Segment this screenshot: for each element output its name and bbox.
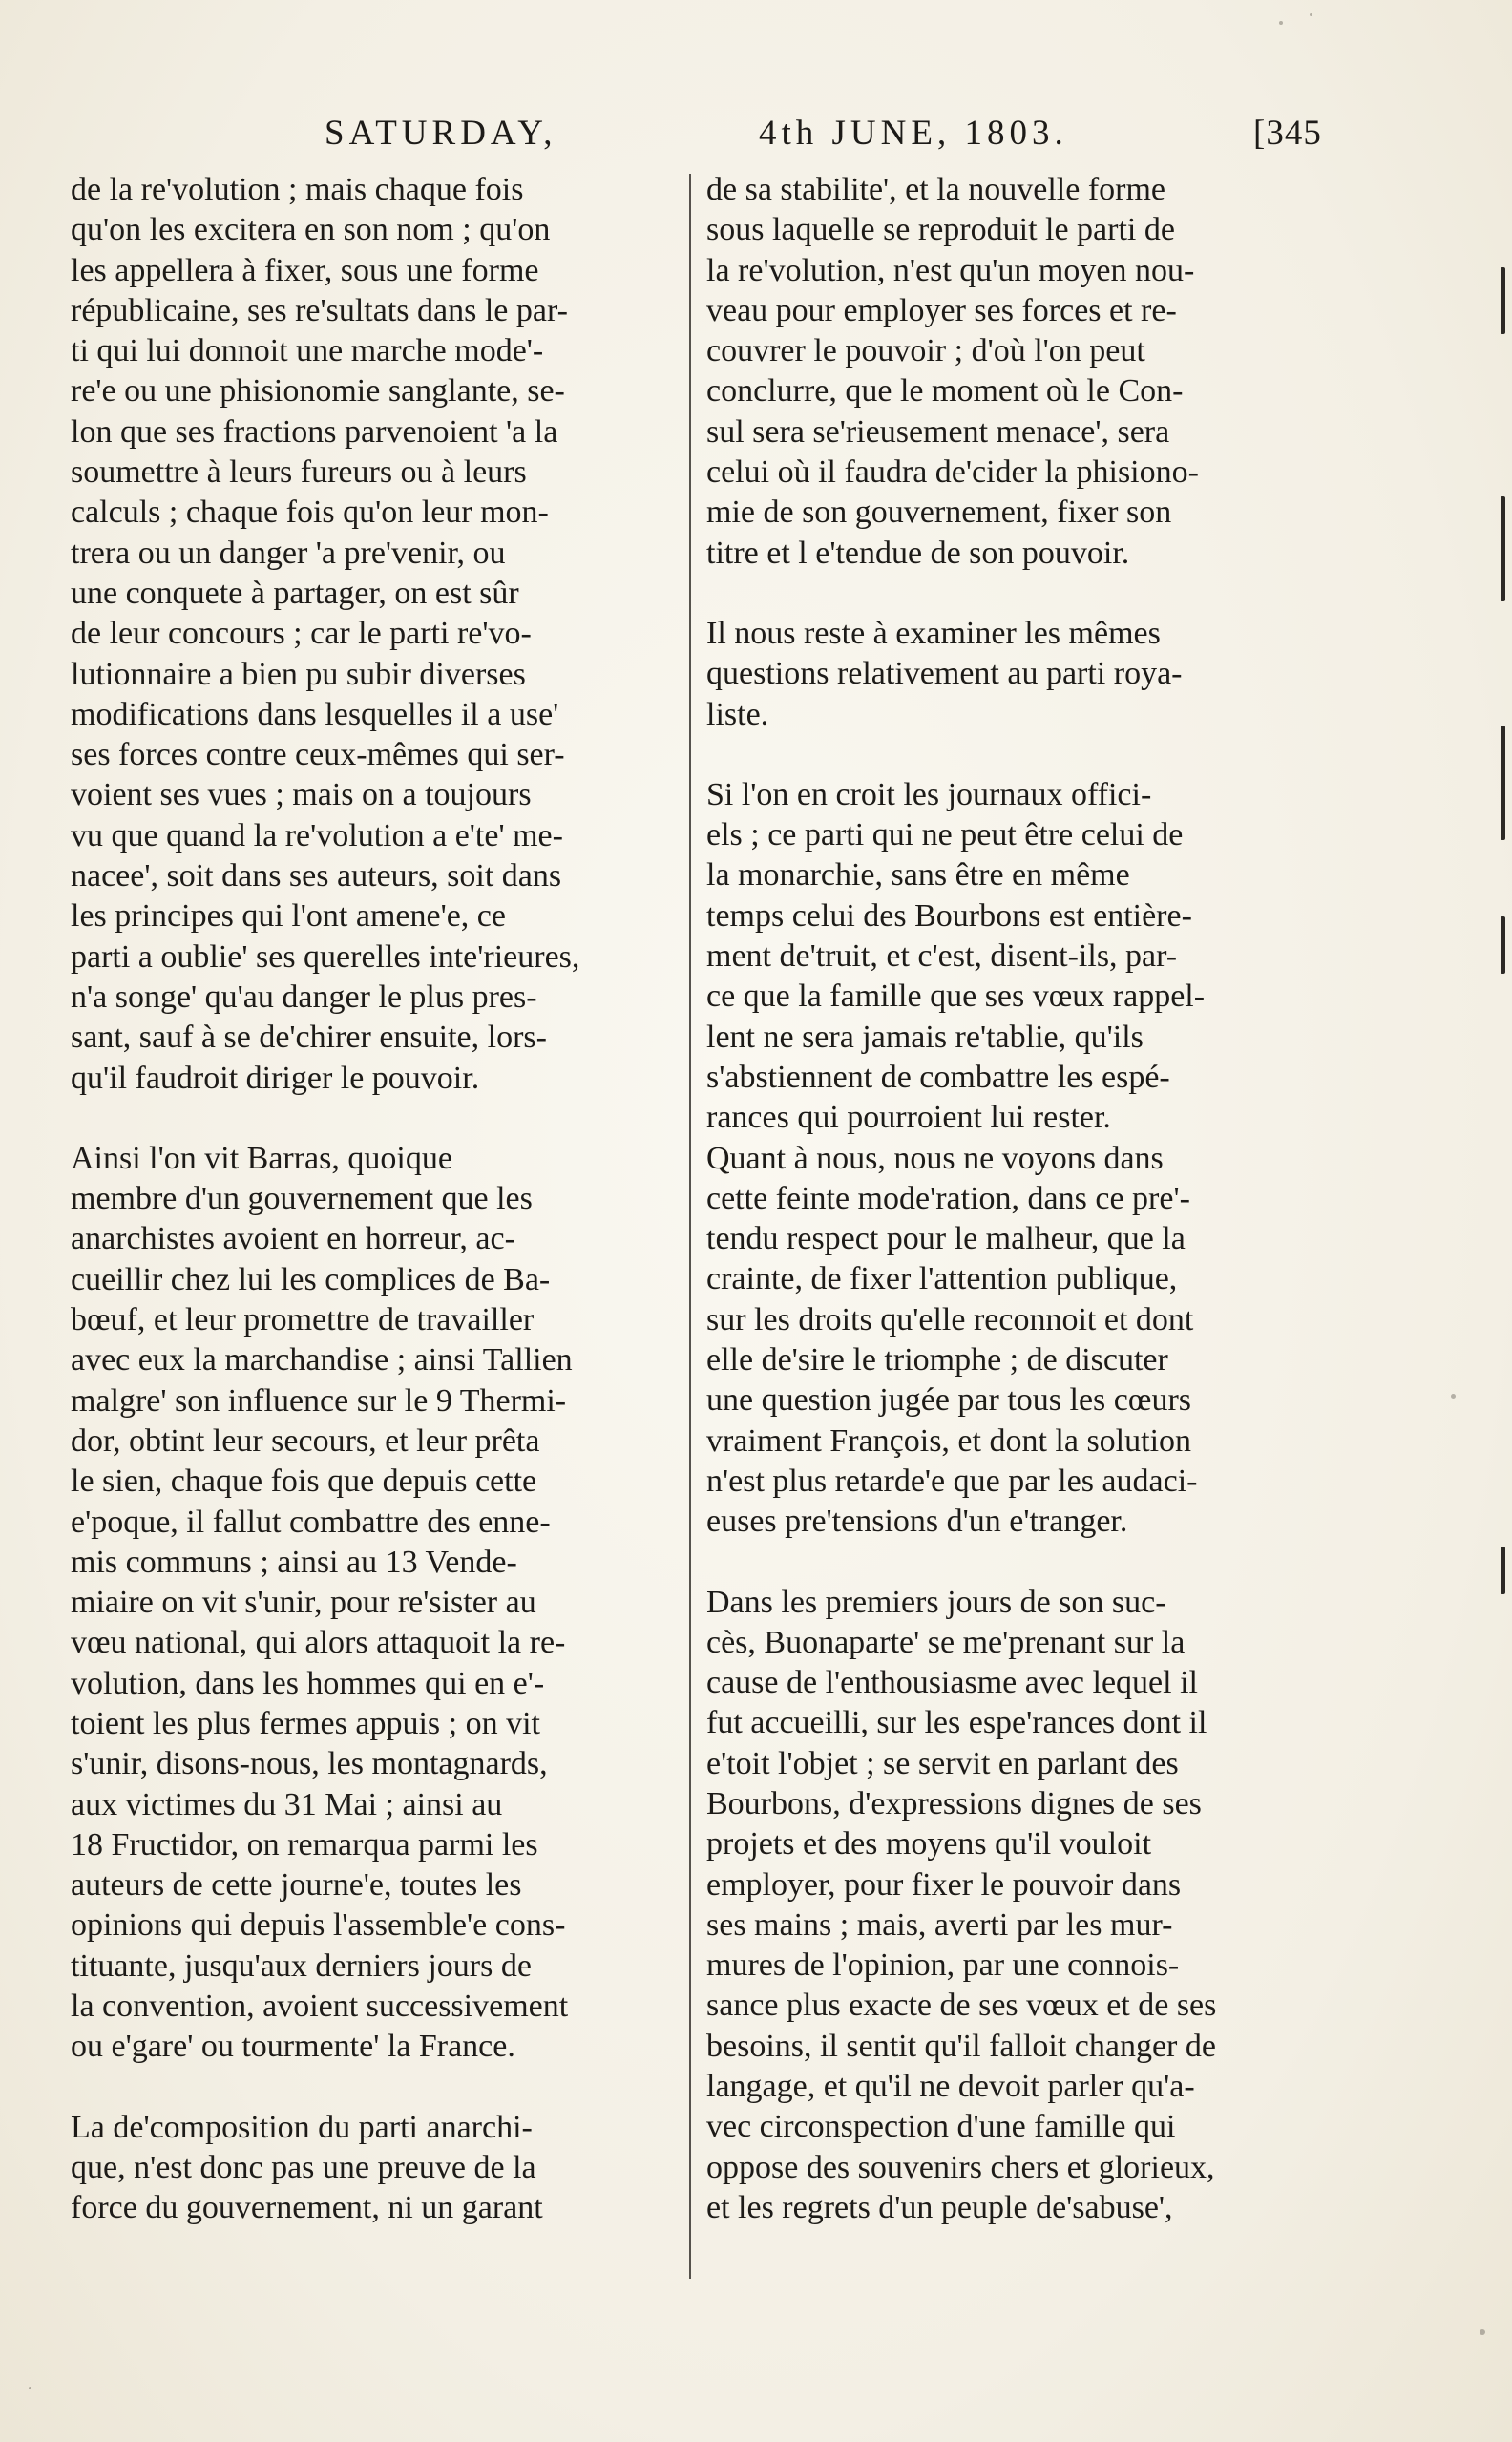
- scan-speck: [1310, 13, 1312, 16]
- right-paragraph-1: de sa stabilite', et la nouvelle forme sous laquelle se reproduit le parti de la re'volution, n'est qu'un moyen nou- veau pour employer ses forces et re- couvrer le pouvoir ; d'où l'on peut conclurre, que le moment où le Con- sul sera se'rieusement menace', sera celui où il faudra de'cider la phisiono- mie de son gouvernement, fixer son titre et l e'tendue de son pouvoir.: [706, 172, 1199, 571]
- margin-mark: [1501, 1547, 1505, 1594]
- margin-mark: [1501, 726, 1505, 840]
- header-date: 4th JUNE, 1803.: [759, 114, 1068, 153]
- page-header: [325, 113, 1346, 170]
- right-paragraph-3: Si l'on en croit les journaux offici- els ; ce parti qui ne peut être celui de la monarchie, sans être en même temps celui des Bourbons est entière- ment de'truit, et c'est, disent-ils, par- ce que la famille que ses vœux rappel- lent ne sera jamais re'tablie, qu'ils s'abstiennent de combattre les espé- rances qui pourroient lui rester. Quant à nous, nous ne voyons dans cette feinte mode'ration, dans ce pre'- tendu respect pour le malheur, que la crainte, de fixer l'attention publique, sur les droits qu'elle reconnoit et dont elle de'sire le triomphe ; de discuter une question jugée par tous les cœurs vraiment François, et dont la solution n'est plus retarde'e que par les audaci- euses pre'tensions d'un e'tranger.: [706, 776, 1206, 1540]
- margin-mark: [1501, 916, 1505, 974]
- left-paragraph-2: Ainsi l'on vit Barras, quoique membre d'un gouvernement que les anarchistes avoient en horreur, ac- cueillir chez lui les complices de Ba- bœuf, et leur promettre de travailler avec eux la marchandise ; ainsi Tallien malgre' son influence sur le 9 Thermi- dor, obtint leur secours, et leur prêta le sien, chaque fois que depuis cette e'poque, il fallut combattre des enne- mis communs ; ainsi au 13 Vende- miaire on vit s'unir, pour re'sister au vœu national, qui alors attaquoit la re- volution, dans les hommes qui en e'- toient les plus fermes appuis ; on vit s'unir, disons-nous, les montagnards, aux victimes du 31 Mai ; ainsi au 18 Fructidor, on remarqua parmi les auteurs de cette journe'e, toutes les opinions qui depuis l'assemble'e cons- tituante, jusqu'aux derniers jours de la convention, avoient successivement ou e'gare' ou tourmente' la France.: [71, 1140, 573, 2065]
- header-day: SATURDAY,: [325, 114, 557, 153]
- margin-mark: [1501, 496, 1505, 601]
- left-paragraph-1: de la re'volution ; mais chaque fois qu'on les excitera en son nom ; qu'on les appellera à fixer, sous une forme républicaine, ses re'sultats dans le par- ti qui lui donnoit une marche mode'- re'e ou une phisionomie sanglante, se- lon que ses fractions parvenoient 'a la soumettre à leurs fureurs ou à leurs calculs ; chaque fois qu'on leur mon- trera ou un danger 'a pre'venir, ou une conquete à partager, on est sûr de leur concours ; car le parti re'vo- lutionnaire a bien pu subir diverses modifications dans lesquelles il a use' ses forces contre ceux-mêmes qui ser- voient ses vues ; mais on a toujours vu que quand la re'volution a e'te' me- nacee', soit dans ses auteurs, soit dans les principes qui l'ont amene'e, ce parti a oublie' ses querelles inte'rieures, n'a songe' qu'au danger le plus pres- sant, sauf à se de'chirer ensuite, lors- qu'il faudroit diriger le pouvoir.: [71, 172, 580, 1096]
- margin-mark: [1501, 267, 1505, 334]
- left-paragraph-3: La de'composition du parti anarchi- que, n'est donc pas une preuve de la force du gouvernement, ni un garant: [71, 2109, 543, 2226]
- left-column: [71, 170, 701, 2229]
- scan-speck: [1480, 2329, 1485, 2335]
- header-page-number: [345: [1253, 114, 1322, 153]
- scan-speck: [1451, 1394, 1456, 1399]
- right-column: [706, 170, 1344, 2228]
- scan-speck: [1279, 21, 1283, 25]
- column-divider: [689, 174, 691, 2279]
- scan-speck: [29, 2387, 32, 2389]
- right-paragraph-2: Il nous reste à examiner les mêmes questions relativement au parti roya- liste.: [706, 615, 1183, 732]
- right-paragraph-4: Dans les premiers jours de son suc- cès, Buonaparte' se me'prenant sur la cause de l'enthousiasme avec lequel il fut accueilli, sur les espe'rances dont il e'toit l'objet ; se servit en parlant des Bourbons, d'expressions dignes de ses projets et des moyens qu'il vouloit employer, pour fixer le pouvoir dans ses mains ; mais, averti par les mur- mures de l'opinion, par une connois- sance plus exacte de ses vœux et de ses besoins, il sentit qu'il falloit changer de langage, et qu'il ne devoit parler qu'a- vec circonspection d'une famille qui oppose des souvenirs chers et glorieux, et les regrets d'un peuple de'sabuse',: [706, 1584, 1217, 2225]
